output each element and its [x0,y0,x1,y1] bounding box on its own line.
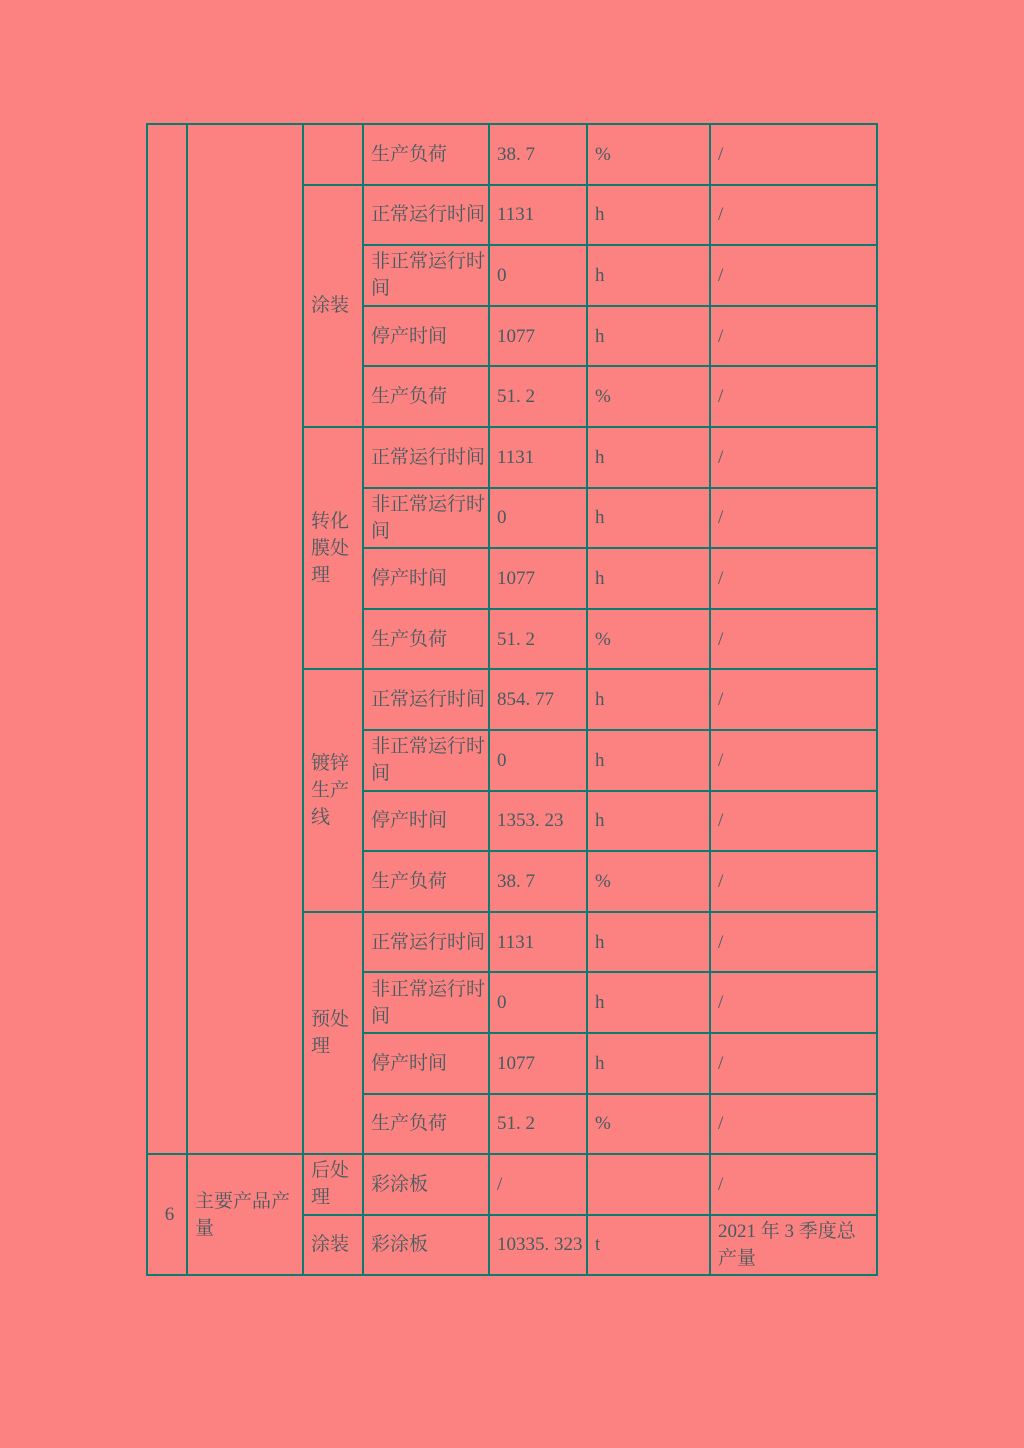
value-cell: 854. 77 [489,669,587,730]
value-cell: 38. 7 [489,851,587,912]
unit-cell: t [587,1215,710,1276]
unit-cell: h [587,306,710,367]
metric-name-cell: 生产负荷 [363,1094,489,1155]
metric-name-cell: 停产时间 [363,1033,489,1094]
metric-name-cell: 正常运行时间 [363,669,489,730]
remark-cell: / [710,730,877,791]
unit-cell: h [587,669,710,730]
remark-cell: / [710,306,877,367]
value-cell: 1077 [489,306,587,367]
unit-cell: h [587,185,710,246]
metric-name-cell: 非正常运行时间 [363,488,489,549]
metric-name-cell: 彩涂板 [363,1215,489,1276]
metric-name-cell: 停产时间 [363,306,489,367]
table-row [147,1154,877,1215]
metric-name-cell: 停产时间 [363,548,489,609]
remark-cell: / [710,1094,877,1155]
remark-cell: / [710,548,877,609]
value-cell: 51. 2 [489,1094,587,1155]
unit-cell: h [587,912,710,973]
unit-cell: % [587,851,710,912]
value-cell: 38. 7 [489,124,587,185]
value-cell: 1131 [489,912,587,973]
serial-cell [147,124,187,1154]
remark-cell: / [710,851,877,912]
value-cell: / [489,1154,587,1215]
metric-name-cell: 停产时间 [363,791,489,852]
value-cell: 1077 [489,548,587,609]
unit-cell: h [587,972,710,1033]
production-table-body [147,124,877,1275]
remark-cell: / [710,124,877,185]
metric-name-cell: 非正常运行时间 [363,972,489,1033]
unit-cell: h [587,488,710,549]
value-cell: 51. 2 [489,609,587,670]
group-cell: 后处理 [303,1154,363,1215]
unit-cell: h [587,548,710,609]
remark-cell: / [710,245,877,306]
unit-cell: h [587,730,710,791]
value-cell: 1353. 23 [489,791,587,852]
value-cell: 1131 [489,185,587,246]
group-cell: 转化膜处理 [303,427,363,669]
unit-cell [587,1154,710,1215]
value-cell: 10335. 323 [489,1215,587,1276]
value-cell: 0 [489,488,587,549]
value-cell: 0 [489,730,587,791]
remark-cell: / [710,427,877,488]
metric-name-cell: 生产负荷 [363,609,489,670]
category-cell [187,124,303,1154]
group-cell [303,124,363,185]
value-cell: 0 [489,245,587,306]
unit-cell: h [587,427,710,488]
metric-name-cell: 非正常运行时间 [363,245,489,306]
serial-cell: 6 [147,1154,187,1275]
unit-cell: h [587,1033,710,1094]
metric-name-cell: 正常运行时间 [363,427,489,488]
metric-name-cell: 生产负荷 [363,366,489,427]
metric-name-cell: 生产负荷 [363,124,489,185]
group-cell: 涂装 [303,1215,363,1276]
unit-cell: % [587,609,710,670]
remark-cell: / [710,972,877,1033]
remark-cell: / [710,791,877,852]
metric-name-cell: 非正常运行时间 [363,730,489,791]
remark-cell: / [710,1033,877,1094]
remark-cell: / [710,912,877,973]
value-cell: 51. 2 [489,366,587,427]
unit-cell: % [587,1094,710,1155]
production-report-table [146,123,878,1276]
remark-cell: / [710,609,877,670]
group-cell: 涂装 [303,185,363,427]
table-row [147,124,877,185]
value-cell: 1131 [489,427,587,488]
unit-cell: % [587,124,710,185]
remark-cell: / [710,669,877,730]
unit-cell: h [587,245,710,306]
metric-name-cell: 彩涂板 [363,1154,489,1215]
remark-cell: 2021 年 3 季度总产量 [710,1215,877,1276]
remark-cell: / [710,185,877,246]
metric-name-cell: 生产负荷 [363,851,489,912]
value-cell: 1077 [489,1033,587,1094]
unit-cell: % [587,366,710,427]
remark-cell: / [710,488,877,549]
unit-cell: h [587,791,710,852]
remark-cell: / [710,366,877,427]
category-cell: 主要产品产量 [187,1154,303,1275]
remark-cell: / [710,1154,877,1215]
group-cell: 预处理 [303,912,363,1154]
group-cell: 镀锌生产线 [303,669,363,911]
metric-name-cell: 正常运行时间 [363,912,489,973]
metric-name-cell: 正常运行时间 [363,185,489,246]
value-cell: 0 [489,972,587,1033]
